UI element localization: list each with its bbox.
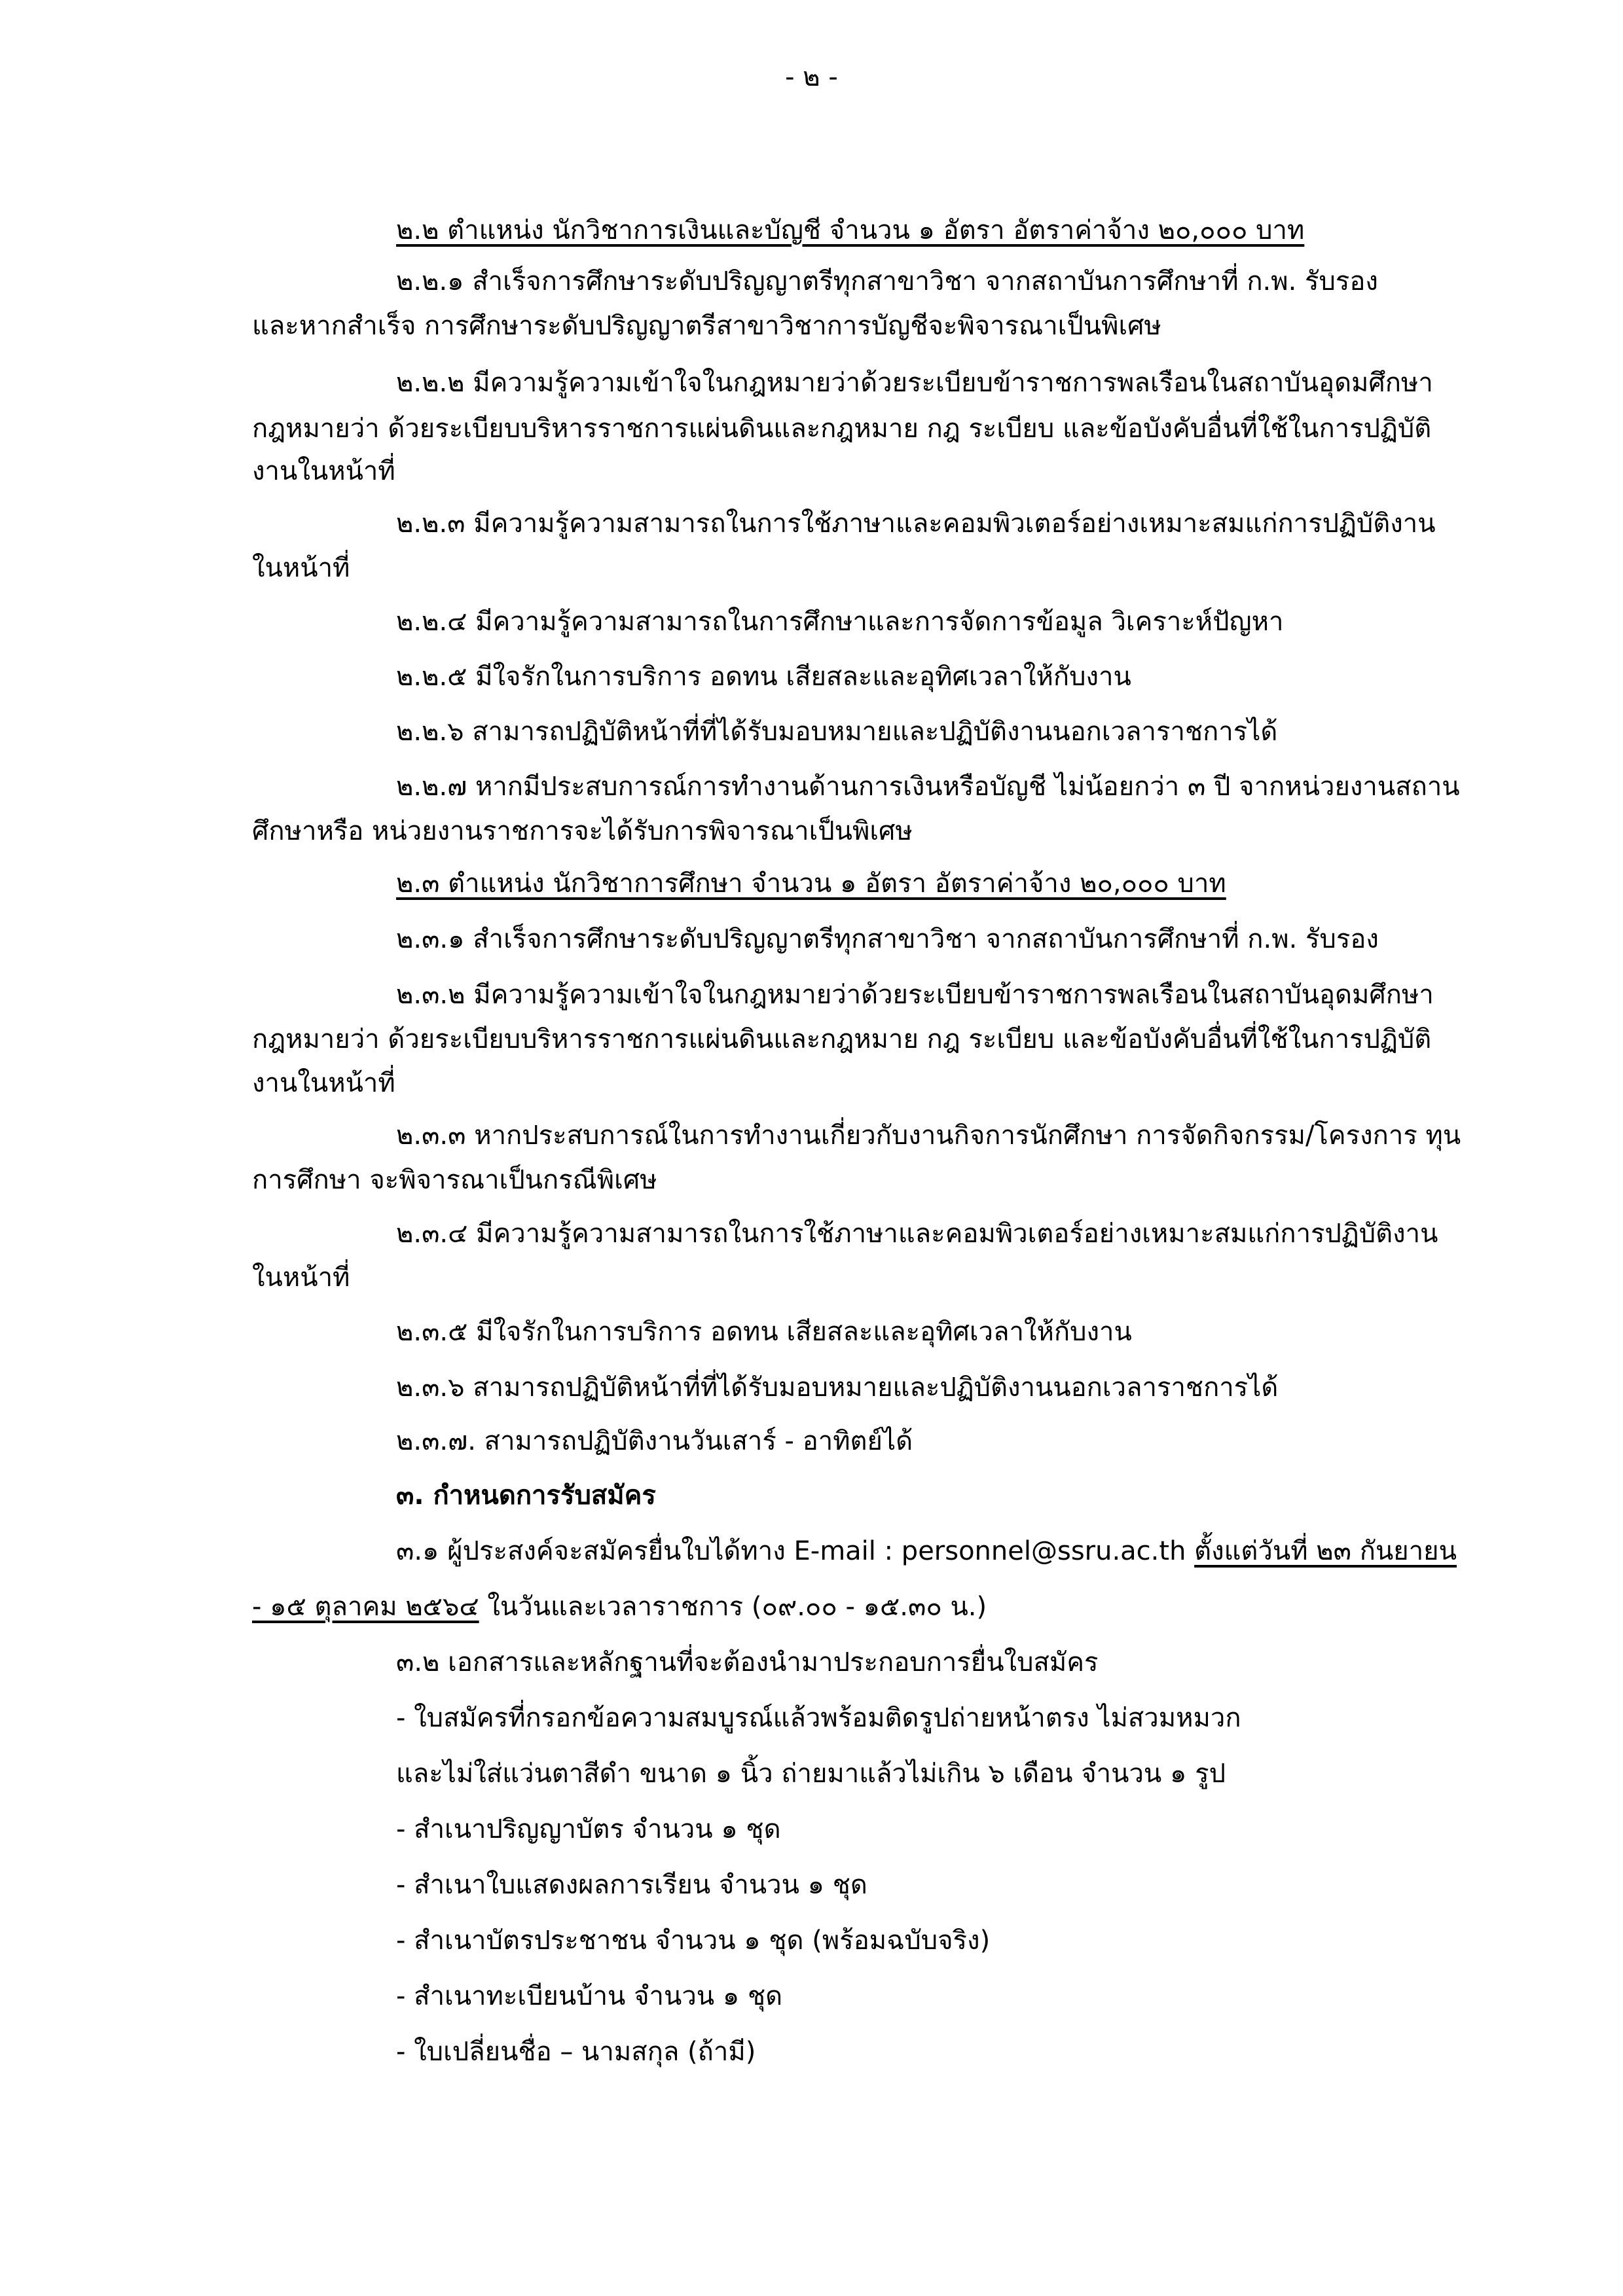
text-line-s3-1-b (252, 1587, 987, 1626)
text-run: ในหน้าที่ (252, 553, 350, 583)
text-run: ๒.๒.๑ สำเร็จการศึกษาระดับปริญญาตรีทุกสาขาวิชา จากสถาบันการศึกษาที่ ก.พ. รับรอง (396, 266, 1378, 296)
text-line-s22-7-b (252, 812, 913, 851)
text-line-s22-5 (396, 657, 1131, 696)
text-line-doc-3 (396, 1865, 867, 1905)
text-run: ๒.๓.๗. สามารถปฏิบัติงานวันเสาร์ - อาทิตย์ได้ (396, 1426, 913, 1456)
text-run: - ๑๕ ตุลาคม ๒๕๖๔ (252, 1592, 479, 1622)
text-line-s23-3-b (252, 1160, 657, 1200)
text-run: และไม่ใส่แว่นตาสีดำ ขนาด ๑ นิ้ว ถ่ายมาแล้วไม่เกิน ๖ เดือน จำนวน ๑ รูป (396, 1759, 1226, 1789)
text-run: ในวันและเวลาราชการ (๐๙.๐๐ - ๑๕.๓๐ น.) (479, 1592, 987, 1622)
text-line-s23-2-b (252, 1020, 1431, 1059)
text-line-doc-1-a (396, 1698, 1241, 1738)
text-run: ๒.๒.๕ มีใจรักในการบริการ อดทน เสียสละและอุทิศเวลาให้กับงาน (396, 662, 1131, 692)
text-run: ๒.๒.๗ หากมีประสบการณ์การทำงานด้านการเงินหรือบัญชี ไม่น้อยกว่า ๓ ปี จากหน่วยงานสถาน (396, 772, 1460, 802)
text-line-s22-2-b (252, 409, 1431, 448)
text-line-s22-1-a (396, 262, 1378, 301)
text-line-s22-heading (396, 211, 1304, 250)
text-line-s22-3-b (252, 548, 350, 588)
text-run: ๒.๒.๒ มีความรู้ความเข้าใจในกฎหมายว่าด้วยระเบียบข้าราชการพลเรือนในสถาบันอุดมศึกษา (396, 368, 1433, 398)
text-line-s23-1 (396, 920, 1379, 959)
text-line-s23-2-a (396, 975, 1434, 1014)
text-line-s22-7-a (396, 767, 1460, 806)
text-run: ๒.๓.๖ สามารถปฏิบัติหน้าที่ที่ได้รับมอบหมายและปฏิบัติงานนอกเวลาราชการได้ (396, 1372, 1279, 1403)
text-line-s3-1-a (396, 1532, 1457, 1571)
text-run: ศึกษาหรือ หน่วยงานราชการจะได้รับการพิจารณาเป็นพิเศษ (252, 816, 913, 846)
text-run: - สำเนาทะเบียนบ้าน จำนวน ๑ ชุด (396, 1981, 783, 2011)
text-line-s23-5 (396, 1312, 1132, 1352)
text-line-doc-1-b (396, 1754, 1226, 1793)
text-line-s23-2-c (252, 1064, 395, 1103)
text-run: งานในหน้าที่ (252, 1068, 395, 1098)
text-run: ๓. กำหนดการรับสมัคร (396, 1480, 656, 1511)
text-run: การศึกษา จะพิจารณาเป็นกรณีพิเศษ (252, 1165, 657, 1195)
text-run: ๒.๒.๔ มีความรู้ความสามารถในการศึกษาและการจัดการข้อมูล วิเคราะห์ปัญหา (396, 607, 1284, 637)
text-run: ๒.๒.๓ มีความรู้ความสามารถในการใช้ภาษาและคอมพิวเตอร์อย่างเหมาะสมแก่การปฏิบัติงาน (396, 509, 1436, 539)
text-run: ๒.๓.๑ สำเร็จการศึกษาระดับปริญญาตรีทุกสาขาวิชา จากสถาบันการศึกษาที่ ก.พ. รับรอง (396, 924, 1379, 954)
text-line-s22-2-c (252, 452, 395, 491)
text-line-s22-3-a (396, 504, 1436, 543)
text-run: ๒.๓.๕ มีใจรักในการบริการ อดทน เสียสละและอุทิศเวลาให้กับงาน (396, 1317, 1132, 1347)
text-run: ๒.๓.๔ มีความรู้ความสามารถในการใช้ภาษาและคอมพิวเตอร์อย่างเหมาะสมแก่การปฏิบัติงาน (396, 1219, 1438, 1249)
page-number: - ๒ - (785, 62, 838, 92)
text-line-s23-4-a (396, 1214, 1438, 1253)
text-run: - ใบสมัครที่กรอกข้อความสมบูรณ์แล้วพร้อมติดรูปถ่ายหน้าตรง ไม่สวมหมวก (396, 1703, 1241, 1733)
text-line-s23-heading (396, 864, 1226, 903)
text-run: และหากสำเร็จ การศึกษาระดับปริญญาตรีสาขาวิชาการบัญชีจะพิจารณาเป็นพิเศษ (252, 311, 1161, 341)
text-run: ในหน้าที่ (252, 1263, 350, 1293)
text-line-doc-4 (396, 1921, 990, 1960)
text-run: ๓.๒ เอกสารและหลักฐานที่จะต้องนำมาประกอบการยื่นใบสมัคร (396, 1647, 1099, 1677)
text-line-doc-6 (396, 2032, 756, 2072)
text-run: ๒.๓.๓ หากประสบการณ์ในการทำงานเกี่ยวกับงานกิจการนักศึกษา การจัดกิจกรรม/โครงการ ทุน (396, 1121, 1461, 1151)
text-run: ๒.๓ ตำแหน่ง นักวิชาการศึกษา จำนวน ๑ อัตรา อัตราค่าจ้าง ๒๐,๐๐๐ บาท (396, 869, 1226, 899)
text-run: กฎหมายว่า ด้วยระเบียบบริหารราชการแผ่นดินและกฎหมาย กฎ ระเบียบ และข้อบังคับอื่นที่ใช้ในการปฏิบัติ (252, 414, 1432, 444)
text-run: ๒.๒.๖ สามารถปฏิบัติหน้าที่ที่ได้รับมอบหมายและปฏิบัติงานนอกเวลาราชการได้ (396, 717, 1278, 747)
text-run: - ใบเปลี่ยนชื่อ – นามสกุล (ถ้ามี) (396, 2037, 756, 2067)
text-run: - สำเนาปริญญาบัตร จำนวน ๑ ชุด (396, 1814, 781, 1844)
text-line-s22-1-b (252, 306, 1161, 346)
text-run: - สำเนาใบแสดงผลการเรียน จำนวน ๑ ชุด (396, 1870, 867, 1900)
text-run: ๓.๑ ผู้ประสงค์จะสมัครยื่นใบได้ทาง E-mail : personnel@ssru.ac.th (396, 1536, 1195, 1566)
text-run: กฎหมายว่า ด้วยระเบียบบริหารราชการแผ่นดินและกฎหมาย กฎ ระเบียบ และข้อบังคับอื่นที่ใช้ในการปฏิบัติ (252, 1024, 1432, 1054)
text-line-s3-2 (396, 1643, 1099, 1682)
text-line-s3-heading (396, 1476, 656, 1515)
text-line-s22-2-a (396, 363, 1433, 403)
text-line-s22-4 (396, 602, 1283, 641)
text-line-s23-6 (396, 1368, 1278, 1407)
text-line-s22-6 (396, 712, 1277, 751)
text-line-doc-5 (396, 1977, 782, 2016)
text-run: ตั้งแต่วันที่ ๒๓ กันยายน (1194, 1536, 1457, 1566)
text-line-s23-7 (396, 1422, 913, 1461)
text-run: ๒.๓.๒ มีความรู้ความเข้าใจในกฎหมายว่าด้วยระเบียบข้าราชการพลเรือนในสถาบันอุดมศึกษา (396, 980, 1434, 1010)
text-run: ๒.๒ ตำแหน่ง นักวิชาการเงินและบัญชี จำนวน ๑ อัตรา อัตราค่าจ้าง ๒๐,๐๐๐ บาท (396, 215, 1305, 245)
text-line-s23-3-a (396, 1116, 1461, 1155)
text-line-s23-4-b (252, 1258, 350, 1297)
text-run: - สำเนาบัตรประชาชน จำนวน ๑ ชุด (พร้อมฉบับจริง) (396, 1926, 991, 1956)
text-line-doc-2 (396, 1810, 781, 1849)
text-run: งานในหน้าที่ (252, 456, 395, 486)
